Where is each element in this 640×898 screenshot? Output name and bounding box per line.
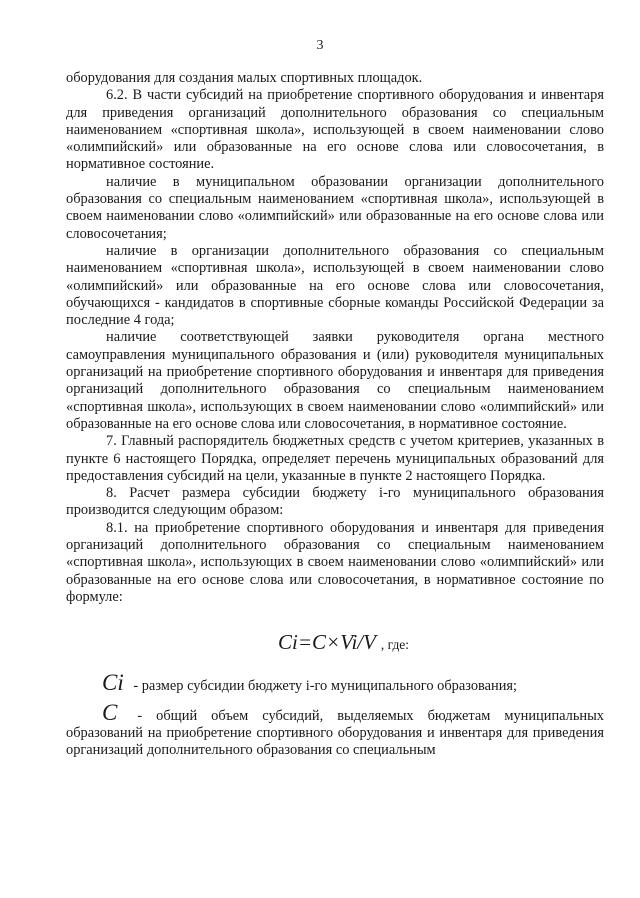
definition-c — [66, 699, 604, 760]
document-body — [66, 70, 604, 759]
definition-text: - размер субсидии бюджету i-го муниципального образования; — [133, 678, 518, 695]
paragraph: 6.2. В части субсидий на приобретение спортивного оборудования и инвентаря для приведения организаций дополнительного образования со специальным наименованием «спортивная школа», использующей в своем наименовании слово «олимпийский» или образованные на его основе слова или словосочетания, в нормативное состояние. — [66, 87, 604, 173]
definition-text: - общий объем субсидий, выделяемых бюджетам муниципальных образований на приобретение спортивного оборудования и инвентаря для приведения организаций дополнительного образования со специальным — [66, 707, 604, 759]
definition-symbol: C — [102, 699, 118, 725]
paragraph: наличие в организации дополнительного образования со специальным наименованием «спортивная школа», использующей в своем наименовании слово «олимпийский» или образованные на его основе слова или словосочетания, обучающихся - кандидатов в спортивные сборные команды Российской Федерации за последние 4 года; — [66, 242, 604, 329]
paragraph: наличие соответствующей заявки руководителя органа местного самоуправления муниципального образования и (или) руководителя муниципальных организаций на приобретение спортивного оборудования и инвентаря для приведения организаций дополнительного образования со специальным наименованием «спортивная школа», использующих в своем наименовании слово «олимпийский» или образованные на его основе слова или словосочетания, в нормативное состояние. — [66, 329, 604, 432]
paragraph: 7. Главный распорядитель бюджетных средств с учетом критериев, указанных в пункте 6 настоящего Порядка, определяет перечень муниципальных образований для предоставления субсидий на цели, указанные в пункте 2 настоящего Порядка. — [66, 433, 604, 484]
page-number: 3 — [316, 38, 324, 53]
paragraph: 8. Расчет размера субсидии бюджету i-го муниципального образования производится следующим образом: — [66, 485, 604, 519]
definition-ci — [66, 670, 604, 696]
paragraph: 8.1. на приобретение спортивного оборудования и инвентаря для приведения организаций дополнительного образования со специальным наименованием «спортивная школа», использующих в своем наименовании слово «олимпийский» или образованные на его основе слова или словосочетания, в нормативное состояние по формуле: — [66, 519, 604, 605]
paragraph: наличие в муниципальном образовании организации дополнительного образования со специальным наименованием «спортивная школа», использующей в своем наименовании слово «олимпийский» или образованные на его основе слова или словосочетания; — [66, 173, 604, 242]
formula-expression: Ci=C×Vi/V — [278, 630, 376, 655]
subsidy-formula — [278, 630, 604, 674]
formula-suffix: , где: — [380, 637, 410, 653]
paragraph: оборудования для создания малых спортивных площадок. — [66, 70, 423, 86]
definition-symbol: Ci — [102, 670, 124, 696]
